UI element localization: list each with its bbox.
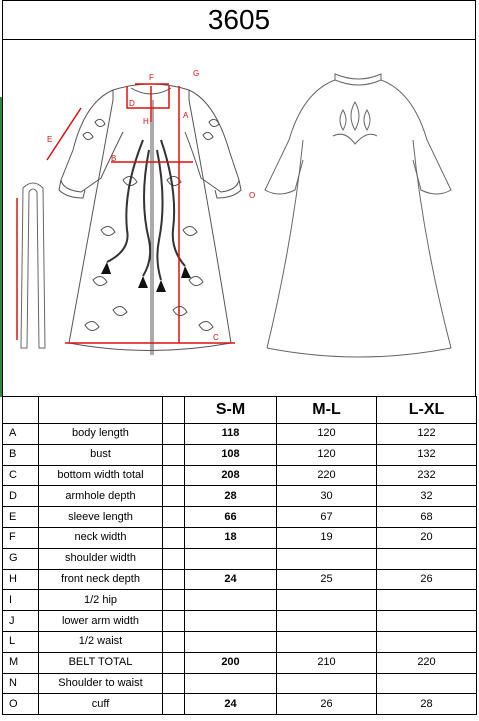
row-name-cell: 1/2 waist	[39, 631, 163, 652]
row-l-xl-cell	[377, 590, 477, 611]
row-name-cell: armhole depth	[39, 486, 163, 507]
table-row	[3, 548, 477, 569]
row-spacer-cell	[163, 611, 185, 632]
row-s-m-cell: 24	[185, 569, 277, 590]
row-m-l-cell	[277, 631, 377, 652]
row-s-m-cell: 208	[185, 465, 277, 486]
row-name-cell: body length	[39, 424, 163, 445]
row-name-cell: lower arm width	[39, 611, 163, 632]
row-spacer-cell	[163, 465, 185, 486]
table-header-row	[3, 397, 477, 424]
row-code-cell: H	[3, 569, 39, 590]
row-code-cell: L	[3, 631, 39, 652]
row-l-xl-cell: 232	[377, 465, 477, 486]
table-row	[3, 652, 477, 673]
row-m-l-cell	[277, 673, 377, 694]
size-chart-table	[2, 396, 477, 715]
row-code-cell: N	[3, 673, 39, 694]
label-h: H	[143, 117, 149, 126]
table-row	[3, 486, 477, 507]
header-cell-name	[39, 397, 163, 424]
table-row	[3, 631, 477, 652]
label-o: O	[249, 191, 256, 200]
row-s-m-cell	[185, 590, 277, 611]
row-code-cell: C	[3, 465, 39, 486]
measure-e-sleeve-length	[47, 108, 81, 160]
header-cell-code	[3, 397, 39, 424]
row-code-cell: J	[3, 611, 39, 632]
table-row	[3, 673, 477, 694]
row-m-l-cell: 210	[277, 652, 377, 673]
row-code-cell: D	[3, 486, 39, 507]
table-row	[3, 569, 477, 590]
row-s-m-cell: 28	[185, 486, 277, 507]
row-l-xl-cell: 122	[377, 424, 477, 445]
header-cell-s-m: S-M	[185, 397, 277, 424]
row-spacer-cell	[163, 507, 185, 528]
row-name-cell: shoulder width	[39, 548, 163, 569]
measurement-lines	[47, 84, 235, 343]
row-spacer-cell	[163, 652, 185, 673]
row-m-l-cell: 120	[277, 424, 377, 445]
table-row	[3, 527, 477, 548]
row-code-cell: B	[3, 444, 39, 465]
row-spacer-cell	[163, 527, 185, 548]
row-s-m-cell: 108	[185, 444, 277, 465]
row-code-cell: F	[3, 527, 39, 548]
garment-sketch	[3, 40, 475, 396]
row-s-m-cell: 200	[185, 652, 277, 673]
row-code-cell: O	[3, 694, 39, 715]
header-cell-m-l: M-L	[277, 397, 377, 424]
row-code-cell: I	[3, 590, 39, 611]
row-code-cell: G	[3, 548, 39, 569]
row-l-xl-cell	[377, 631, 477, 652]
header-cell-spacer	[163, 397, 185, 424]
label-g: G	[193, 69, 200, 78]
row-m-l-cell: 67	[277, 507, 377, 528]
row-s-m-cell	[185, 673, 277, 694]
row-name-cell: bottom width total	[39, 465, 163, 486]
row-s-m-cell: 24	[185, 694, 277, 715]
row-spacer-cell	[163, 424, 185, 445]
table-row	[3, 694, 477, 715]
row-m-l-cell: 25	[277, 569, 377, 590]
row-m-l-cell: 26	[277, 694, 377, 715]
table-row	[3, 611, 477, 632]
row-spacer-cell	[163, 444, 185, 465]
row-name-cell: front neck depth	[39, 569, 163, 590]
row-l-xl-cell	[377, 548, 477, 569]
row-name-cell: 1/2 hip	[39, 590, 163, 611]
row-spacer-cell	[163, 569, 185, 590]
label-f: F	[149, 73, 154, 82]
technical-drawing	[2, 40, 476, 396]
belt-sketch	[21, 183, 45, 348]
tie-cords	[107, 140, 185, 280]
row-l-xl-cell: 220	[377, 652, 477, 673]
row-s-m-cell: 66	[185, 507, 277, 528]
label-c: C	[213, 333, 219, 342]
row-s-m-cell	[185, 548, 277, 569]
label-e: E	[47, 135, 53, 144]
row-l-xl-cell	[377, 611, 477, 632]
row-code-cell: M	[3, 652, 39, 673]
row-spacer-cell	[163, 631, 185, 652]
table-row	[3, 424, 477, 445]
label-d: D	[129, 99, 135, 108]
table-row	[3, 444, 477, 465]
row-m-l-cell: 19	[277, 527, 377, 548]
row-spacer-cell	[163, 673, 185, 694]
row-name-cell: sleeve length	[39, 507, 163, 528]
table-row	[3, 507, 477, 528]
row-m-l-cell: 30	[277, 486, 377, 507]
row-spacer-cell	[163, 486, 185, 507]
row-name-cell: bust	[39, 444, 163, 465]
row-m-l-cell	[277, 548, 377, 569]
back-dress-sketch	[265, 74, 451, 357]
row-l-xl-cell: 132	[377, 444, 477, 465]
row-code-cell: E	[3, 507, 39, 528]
table-row	[3, 465, 477, 486]
row-l-xl-cell: 32	[377, 486, 477, 507]
label-a: A	[183, 111, 189, 120]
label-b: B	[111, 154, 117, 163]
header-cell-l-xl: L-XL	[377, 397, 477, 424]
row-l-xl-cell	[377, 673, 477, 694]
row-name-cell: Shoulder to waist	[39, 673, 163, 694]
row-m-l-cell	[277, 611, 377, 632]
row-m-l-cell	[277, 590, 377, 611]
table-row	[3, 590, 477, 611]
row-spacer-cell	[163, 694, 185, 715]
row-l-xl-cell: 28	[377, 694, 477, 715]
row-name-cell: neck width	[39, 527, 163, 548]
row-code-cell: A	[3, 424, 39, 445]
row-s-m-cell: 118	[185, 424, 277, 445]
row-spacer-cell	[163, 548, 185, 569]
row-s-m-cell: 18	[185, 527, 277, 548]
row-l-xl-cell: 26	[377, 569, 477, 590]
row-l-xl-cell: 68	[377, 507, 477, 528]
row-name-cell: cuff	[39, 694, 163, 715]
model-number-title: 3605	[2, 0, 476, 40]
tassels	[101, 262, 191, 292]
front-dress-sketch	[59, 84, 241, 355]
row-m-l-cell: 220	[277, 465, 377, 486]
row-m-l-cell: 120	[277, 444, 377, 465]
row-s-m-cell	[185, 631, 277, 652]
row-name-cell: BELT TOTAL	[39, 652, 163, 673]
row-l-xl-cell: 20	[377, 527, 477, 548]
row-spacer-cell	[163, 590, 185, 611]
row-s-m-cell	[185, 611, 277, 632]
